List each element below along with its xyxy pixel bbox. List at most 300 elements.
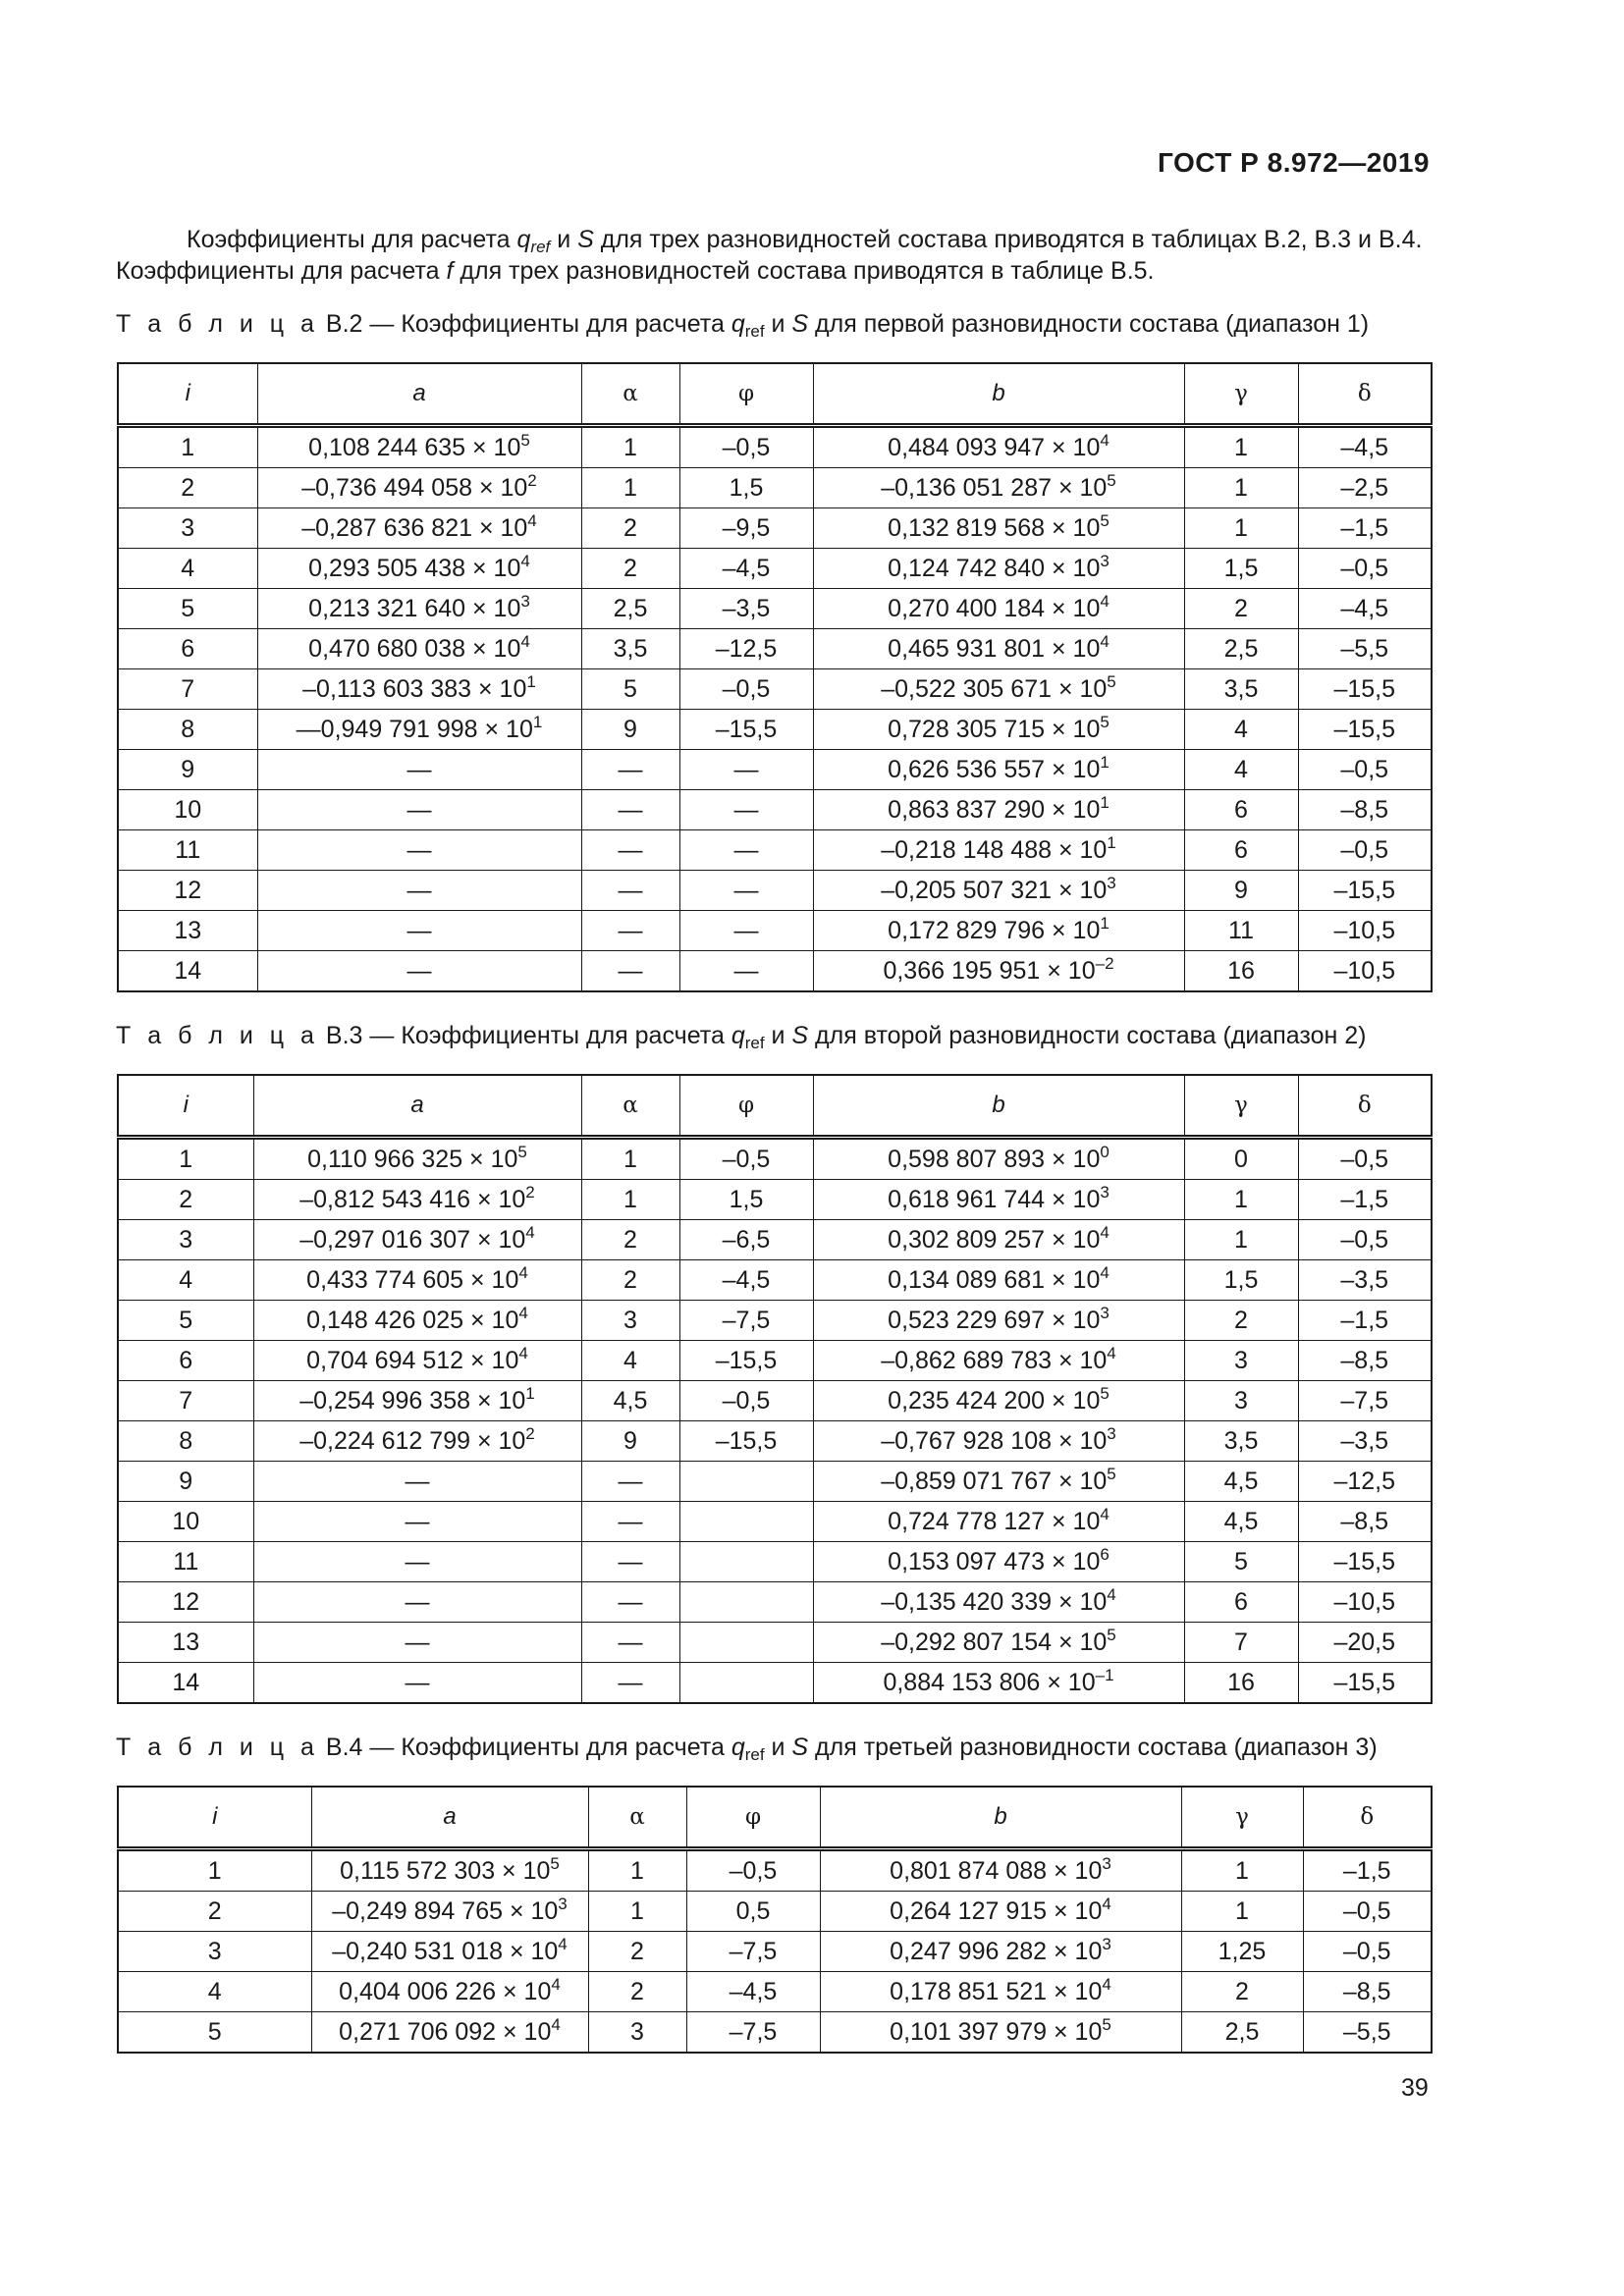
cell-b [813,1341,1184,1381]
mantissa: 0,618 961 744 × 10 [888,1185,1101,1213]
cell-alpha [581,1582,679,1623]
exponent: 0 [1100,1142,1110,1161]
table-label: Т а б л и ц а [116,310,319,338]
cell-delta [1298,710,1432,750]
cell-alpha [581,1663,679,1704]
cell-value: 11 [1228,916,1254,944]
cell-delta [1303,1972,1432,2012]
cell-delta [1298,1502,1432,1542]
cell-value: 5 [207,2017,222,2046]
cell-b [813,508,1184,549]
mantissa: 0,247 996 282 × 10 [890,1937,1103,1965]
table-row [118,426,1432,468]
cell-value: –3,5 [722,594,771,622]
cell-delta [1298,951,1432,992]
cell-value: 10 [174,795,202,824]
cell-value: –4,5 [729,1977,778,2005]
cell-value: 16 [1227,1668,1255,1696]
exponent: 3 [520,591,530,611]
cell-value: 1 [1234,1185,1248,1213]
intro-text: Коэффициенты для расчета [116,257,447,285]
cell-i [118,1892,311,1932]
cell-phi [679,1341,813,1381]
q-symbol: q [731,1022,745,1049]
exponent: 4 [518,1262,528,1282]
cell-b [813,1260,1184,1301]
intro-line-2 [116,255,1432,287]
cell-delta [1303,2012,1432,2054]
cell-delta [1298,750,1432,790]
cell-value: — [618,755,643,783]
cell-value: 6 [181,634,195,663]
mantissa: — [405,1668,430,1696]
cell-gamma [1184,710,1298,750]
cell-a [253,1542,581,1582]
mantissa: 0,884 153 806 × 10 [883,1668,1096,1696]
cell-i [118,1260,253,1301]
cell-gamma [1184,1138,1298,1180]
exponent: 5 [1102,2014,1111,2034]
cell-i [118,2012,311,2054]
cell-phi [679,750,813,790]
exponent: 1 [1107,832,1116,852]
exponent: 4 [525,1222,535,1242]
cell-value: 13 [172,1628,200,1656]
exponent: 5 [1107,470,1116,490]
mantissa: –0,292 807 154 × 10 [881,1628,1108,1656]
exponent: 4 [1100,1504,1110,1523]
cell-value: 1 [623,473,637,502]
mantissa: 0,704 694 512 × 10 [306,1346,519,1374]
exponent: 3 [1107,873,1116,892]
cell-b [813,1180,1184,1220]
cell-i [118,1381,253,1421]
cell-a [311,1932,588,1972]
cell-b [813,1138,1184,1180]
f-symbol: f [446,257,454,285]
mantissa: 0,863 837 290 × 10 [888,795,1101,824]
cell-alpha [588,1849,686,1892]
mantissa: — [405,1628,430,1656]
column-header: δ [1298,363,1432,426]
mantissa: 0,264 127 915 × 10 [890,1896,1103,1925]
cell-i [118,1542,253,1582]
mantissa: 0,465 931 801 × 10 [888,634,1101,663]
mantissa: –0,254 996 358 × 10 [299,1386,526,1415]
exponent: 4 [551,1974,561,1994]
cell-value: — [618,1507,643,1535]
cell-value: –12,5 [715,634,778,663]
exponent: 4 [1107,1584,1116,1604]
cell-value: 3 [181,513,195,542]
cell-value: –4,5 [722,1265,771,1294]
cell-b [813,750,1184,790]
cell-alpha [581,750,679,790]
coefficients-table [117,1786,1433,2054]
cell-gamma [1184,1381,1298,1421]
cell-value: 9 [1234,876,1248,904]
cell-value: — [618,1467,643,1495]
cell-delta [1298,911,1432,951]
cell-i [118,710,257,750]
exponent: 5 [1100,1383,1110,1403]
cell-value: –8,5 [1340,795,1389,824]
cell-value: 1 [207,1856,222,1885]
cell-value: –3,5 [1340,1265,1389,1294]
cell-value: 1,5 [729,473,764,502]
cell-alpha [581,508,679,549]
cell-gamma [1184,549,1298,589]
cell-value: 2 [623,1225,637,1254]
mantissa: 0,172 829 796 × 10 [888,916,1101,944]
cell-value: 1 [623,433,637,461]
column-header: b [813,1075,1184,1138]
cell-b [813,1421,1184,1462]
cell-a [257,629,581,669]
mantissa: 0,235 424 200 × 10 [888,1386,1101,1415]
column-header: γ [1181,1787,1303,1849]
cell-value: –8,5 [1342,1977,1391,2005]
cell-i [118,1663,253,1704]
cell-gamma [1181,1932,1303,1972]
ref-subscript: ref [744,322,765,341]
cell-b [820,2012,1181,2054]
cell-value: –0,5 [1340,835,1389,864]
cell-value: –5,5 [1340,634,1389,663]
cell-value: 2 [1234,1306,1248,1334]
cell-value: 0 [1234,1145,1248,1173]
mantissa: –0,297 016 307 × 10 [299,1225,526,1254]
cell-a [311,1892,588,1932]
table-header-row [118,1787,1432,1849]
column-header: b [813,363,1184,426]
cell-a [253,1220,581,1260]
cell-gamma [1181,1972,1303,2012]
caption-text: и [764,1022,792,1049]
table-label: Т а б л и ц а [116,1022,319,1049]
table-label: Т а б л и ц а [116,1734,319,1761]
cell-i [118,1341,253,1381]
cell-i [118,669,257,710]
cell-value: 12 [174,876,202,904]
exponent: 4 [518,1303,528,1322]
cell-value: 1 [181,433,195,461]
caption-text: для третьей разновидности состава (диапазон 3) [808,1734,1378,1761]
standard-number: ГОСТ Р 8.972—2019 [1157,147,1430,178]
table-row [118,1138,1432,1180]
cell-i [118,830,257,871]
mantissa: — [405,1587,430,1616]
cell-delta [1303,1892,1432,1932]
cell-value: –8,5 [1340,1507,1389,1535]
cell-value: 3,5 [1223,674,1259,703]
cell-b [813,1542,1184,1582]
cell-phi [679,426,813,468]
cell-value: 2 [630,1937,644,1965]
coefficients-table [117,1074,1433,1704]
cell-a [253,1260,581,1301]
cell-value: 1,5 [729,1185,764,1213]
cell-i [118,1623,253,1663]
cell-i [118,1582,253,1623]
mantissa: — [406,916,432,944]
exponent: 5 [550,1853,560,1873]
cell-value: –15,5 [1333,1668,1396,1696]
cell-value: 2 [623,1265,637,1294]
mantissa: 0,271 706 092 × 10 [339,2017,552,2046]
mantissa: — [405,1547,430,1575]
exponent: 5 [1107,1464,1116,1483]
cell-i [118,1301,253,1341]
cell-i [118,549,257,589]
mantissa: 0,470 680 038 × 10 [308,634,521,663]
mantissa: 0,728 305 715 × 10 [888,715,1101,743]
mantissa: — [405,1467,430,1495]
cell-value: –0,5 [1342,1896,1391,1925]
mantissa: 0,101 397 979 × 10 [890,2017,1103,2046]
cell-value: 14 [172,1668,200,1696]
table-row [118,1663,1432,1704]
cell-phi [679,1582,813,1623]
cell-delta [1298,830,1432,871]
cell-alpha [581,669,679,710]
exponent: –2 [1095,953,1114,973]
exponent: 3 [1100,1303,1110,1322]
cell-delta [1298,629,1432,669]
cell-delta [1298,549,1432,589]
cell-gamma [1184,951,1298,992]
cell-b [813,589,1184,629]
cell-value: –10,5 [1333,956,1396,985]
cell-value: 2 [1234,594,1248,622]
cell-b [813,426,1184,468]
cell-value: — [618,835,643,864]
table-row [118,468,1432,508]
cell-b [813,549,1184,589]
cell-phi [679,589,813,629]
mantissa: –0,736 494 058 × 10 [301,473,528,502]
cell-value: 2 [623,554,637,582]
cell-b [813,1381,1184,1421]
cell-delta [1298,871,1432,911]
cell-b [813,871,1184,911]
cell-phi [679,1421,813,1462]
cell-value: 3 [207,1937,222,1965]
cell-phi [679,710,813,750]
ref-subscript: ref [744,1745,765,1764]
mantissa: 0,404 006 226 × 10 [339,1977,552,2005]
exponent: 5 [1100,712,1110,731]
q-symbol: q [731,310,745,338]
cell-a [257,750,581,790]
exponent: 3 [1102,1853,1111,1873]
cell-value: 4 [1234,715,1248,743]
cell-alpha [581,871,679,911]
cell-phi [679,911,813,951]
cell-delta [1298,1582,1432,1623]
cell-value: –15,5 [715,715,778,743]
caption-text: и [764,1734,792,1761]
cell-delta [1298,1341,1432,1381]
cell-alpha [581,911,679,951]
cell-value: — [733,956,759,985]
cell-gamma [1184,589,1298,629]
mantissa: –0,224 612 799 × 10 [299,1426,526,1455]
mantissa: –0,218 148 488 × 10 [881,835,1108,864]
cell-value: 2 [207,1896,222,1925]
cell-a [257,710,581,750]
mantissa: –0,859 071 767 × 10 [881,1467,1108,1495]
column-header: φ [686,1787,820,1849]
mantissa: 0,115 572 303 × 10 [340,1856,551,1885]
cell-value: –4,5 [1340,433,1389,461]
cell-a [253,1623,581,1663]
cell-gamma [1184,1260,1298,1301]
cell-b [820,1892,1181,1932]
caption-text: В.3 — Коэффициенты для расчета [318,1022,731,1049]
caption-text: и [764,310,792,338]
cell-delta [1298,1462,1432,1502]
column-header: φ [679,363,813,426]
cell-value: –0,5 [729,1856,778,1885]
cell-gamma [1184,669,1298,710]
table-row [118,1301,1432,1341]
mantissa: –0,812 543 416 × 10 [299,1185,526,1213]
exponent: 4 [1100,1222,1110,1242]
cell-value: –0,5 [1340,1225,1389,1254]
cell-value: –1,5 [1342,1856,1391,1885]
cell-value: 1 [1234,1225,1248,1254]
cell-value: 7 [1234,1628,1248,1656]
column-header: φ [679,1075,813,1138]
cell-a [253,1341,581,1381]
cell-value: 8 [179,1426,193,1455]
cell-delta [1298,790,1432,830]
intro-text: для трех разновидностей состава приводятся в таблицах В.2, В.3 и В.4. [593,226,1423,253]
cell-i [118,911,257,951]
cell-phi [686,1972,820,2012]
cell-a [253,1462,581,1502]
cell-value: –1,5 [1340,513,1389,542]
cell-value: –6,5 [722,1225,771,1254]
cell-gamma [1184,1220,1298,1260]
cell-b [820,1972,1181,2012]
cell-value: –0,5 [1340,1145,1389,1173]
cell-value: –4,5 [1340,594,1389,622]
cell-value: –0,5 [722,1386,771,1415]
cell-delta [1298,426,1432,468]
cell-value: 4,5 [1223,1467,1259,1495]
mantissa: 0,153 097 473 × 10 [888,1547,1101,1575]
cell-gamma [1181,2012,1303,2054]
cell-alpha [581,426,679,468]
cell-a [257,951,581,992]
cell-value: 1 [623,1185,637,1213]
exponent: 3 [1100,551,1110,570]
mantissa: — [405,1507,430,1535]
q-symbol: q [516,226,531,253]
mantissa: –0,113 603 383 × 10 [302,674,527,703]
cell-delta [1298,1301,1432,1341]
cell-b [813,1462,1184,1502]
cell-value: 3,5 [613,634,648,663]
cell-value: 5 [623,674,637,703]
cell-value: –7,5 [722,1306,771,1334]
cell-value: 1 [623,1145,637,1173]
cell-value: — [733,835,759,864]
cell-gamma [1184,1582,1298,1623]
mantissa: –0,862 689 783 × 10 [881,1346,1108,1374]
cell-i [118,468,257,508]
cell-value: –15,5 [715,1346,778,1374]
table-caption [116,1022,1366,1050]
cell-b [813,951,1184,992]
cell-value: 9 [181,755,195,783]
table-row [118,1421,1432,1462]
cell-delta [1298,1220,1432,1260]
cell-value: 2 [1235,1977,1249,2005]
cell-gamma [1184,1623,1298,1663]
mantissa: 0,598 807 893 × 10 [888,1145,1101,1173]
cell-value: –2,5 [1340,473,1389,502]
cell-alpha [581,1260,679,1301]
cell-value: –15,5 [715,1426,778,1455]
cell-delta [1303,1849,1432,1892]
table-row [118,911,1432,951]
cell-value: — [733,795,759,824]
exponent: 5 [1107,1625,1116,1644]
cell-i [118,790,257,830]
mantissa: –0,135 420 339 × 10 [881,1587,1108,1616]
cell-value: 11 [175,835,201,864]
table-row [118,2012,1432,2054]
cell-value: 1 [1234,473,1248,502]
cell-a [257,871,581,911]
cell-value: –0,5 [722,674,771,703]
exponent: 3 [1102,1934,1111,1953]
cell-gamma [1184,468,1298,508]
cell-alpha [581,1301,679,1341]
cell-delta [1298,1542,1432,1582]
cell-b [813,669,1184,710]
exponent: 1 [1100,913,1110,933]
table-header-row [118,363,1432,426]
exponent: 1 [526,671,536,691]
cell-value: –1,5 [1340,1185,1389,1213]
cell-gamma [1184,1502,1298,1542]
cell-gamma [1184,1180,1298,1220]
cell-a [257,508,581,549]
exponent: 2 [525,1182,535,1201]
cell-i [118,1932,311,1972]
cell-alpha [581,830,679,871]
s-symbol: S [577,226,594,253]
cell-i [118,1849,311,1892]
cell-delta [1298,1421,1432,1462]
table-row [118,1972,1432,2012]
cell-i [118,1462,253,1502]
cell-value: 1,25 [1218,1937,1267,1965]
table-row [118,1502,1432,1542]
cell-a [257,830,581,871]
cell-value: 1 [630,1856,644,1885]
cell-i [118,629,257,669]
mantissa: –0,136 051 287 × 10 [881,473,1108,502]
cell-phi [679,1138,813,1180]
cell-value: –0,5 [1340,554,1389,582]
cell-value: –9,5 [722,513,771,542]
mantissa: — [406,876,432,904]
